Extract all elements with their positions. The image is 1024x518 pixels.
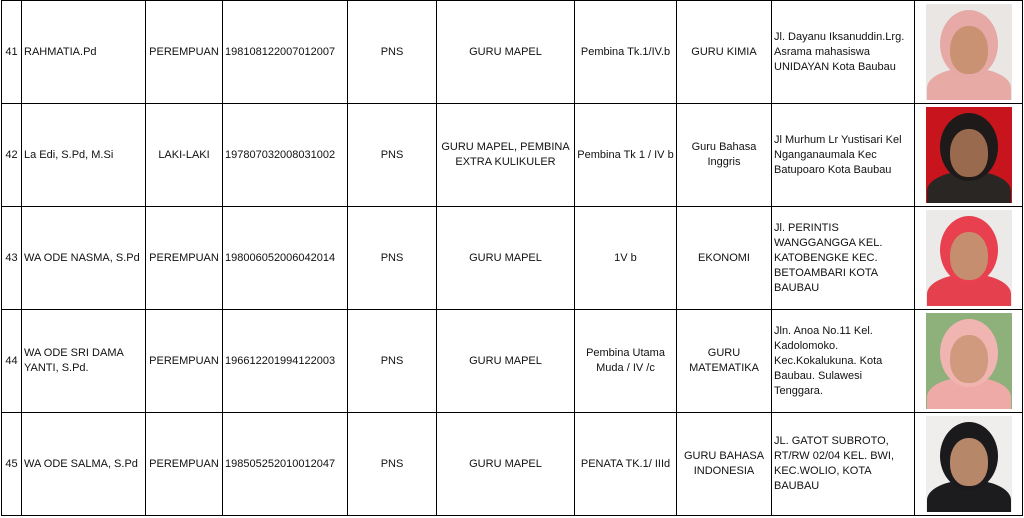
nip-cell: 197807032008031002: [223, 104, 348, 207]
nip-cell: 198505252010012047: [223, 413, 348, 516]
table-row: [2, 413, 1023, 516]
employment-status-cell: PNS: [348, 1, 437, 104]
teacher-name: La Edi, S.Pd, M.Si: [22, 104, 146, 207]
address-cell: Jln. Anoa No.11 Kel. Kadolomoko. Kec.Kokalukuna. Kota Baubau. Sulawesi Tenggara.: [772, 310, 915, 413]
position-cell: GURU MAPEL: [437, 413, 575, 516]
portrait-photo-icon: [926, 107, 1012, 203]
nip-cell: 198006052006042014: [223, 207, 348, 310]
rank-cell: 1V b: [575, 207, 677, 310]
row-number: 45: [2, 413, 22, 516]
employment-status-cell: PNS: [348, 310, 437, 413]
position-cell: GURU MAPEL: [437, 1, 575, 104]
row-number: 41: [2, 1, 22, 104]
gender-cell: PEREMPUAN: [146, 413, 223, 516]
position-cell: GURU MAPEL: [437, 310, 575, 413]
portrait-photo-icon: [926, 416, 1012, 512]
table-row: [2, 310, 1023, 413]
subject-cell: GURU MATEMATIKA: [677, 310, 772, 413]
photo-cell: [915, 413, 1023, 516]
table-row: [2, 207, 1023, 310]
portrait-face: [950, 335, 988, 383]
nip-cell: 196612201994122003: [223, 310, 348, 413]
teacher-name: WA ODE SALMA, S.Pd: [22, 413, 146, 516]
rank-cell: PENATA TK.1/ IIId: [575, 413, 677, 516]
staff-rows: [2, 1, 1023, 516]
subject-cell: GURU BAHASA INDONESIA: [677, 413, 772, 516]
teacher-name: WA ODE SRI DAMA YANTI, S.Pd.: [22, 310, 146, 413]
rank-cell: Pembina Tk.1/IV.b: [575, 1, 677, 104]
photo-cell: [915, 310, 1023, 413]
position-cell: GURU MAPEL, PEMBINA EXTRA KULIKULER: [437, 104, 575, 207]
gender-cell: PEREMPUAN: [146, 1, 223, 104]
gender-cell: LAKI-LAKI: [146, 104, 223, 207]
subject-cell: GURU KIMIA: [677, 1, 772, 104]
photo-cell: [915, 207, 1023, 310]
teacher-name: RAHMATIA.Pd: [22, 1, 146, 104]
portrait-photo-icon: [926, 4, 1012, 100]
table-row: [2, 104, 1023, 207]
address-cell: Jl. Dayanu Iksanuddin.Lrg. Asrama mahasiswa UNIDAYAN Kota Baubau: [772, 1, 915, 104]
address-cell: Jl. PERINTIS WANGGANGGA KEL. KATOBENGKE KEC. BETOAMBARI KOTA BAUBAU: [772, 207, 915, 310]
employment-status-cell: PNS: [348, 104, 437, 207]
portrait-photo-icon: [926, 210, 1012, 306]
rank-cell: Pembina Tk 1 / IV b: [575, 104, 677, 207]
table-row: [2, 1, 1023, 104]
portrait-face: [950, 438, 988, 486]
portrait-face: [950, 26, 988, 74]
position-cell: GURU MAPEL: [437, 207, 575, 310]
portrait-face: [950, 232, 988, 280]
nip-cell: 198108122007012007: [223, 1, 348, 104]
row-number: 43: [2, 207, 22, 310]
address-cell: Jl Murhum Lr Yustisari Kel Nganganaumala Kec Batupoaro Kota Baubau: [772, 104, 915, 207]
subject-cell: EKONOMI: [677, 207, 772, 310]
address-cell: JL. GATOT SUBROTO, RT/RW 02/04 KEL. BWI, KEC.WOLIO, KOTA BAUBAU: [772, 413, 915, 516]
gender-cell: PEREMPUAN: [146, 207, 223, 310]
staff-table: [1, 0, 1023, 516]
rank-cell: Pembina Utama Muda / IV /c: [575, 310, 677, 413]
employment-status-cell: PNS: [348, 413, 437, 516]
employment-status-cell: PNS: [348, 207, 437, 310]
portrait-face: [950, 129, 988, 177]
photo-cell: [915, 104, 1023, 207]
row-number: 44: [2, 310, 22, 413]
portrait-photo-icon: [926, 313, 1012, 409]
gender-cell: PEREMPUAN: [146, 310, 223, 413]
subject-cell: Guru Bahasa Inggris: [677, 104, 772, 207]
row-number: 42: [2, 104, 22, 207]
teacher-name: WA ODE NASMA, S.Pd: [22, 207, 146, 310]
photo-cell: [915, 1, 1023, 104]
